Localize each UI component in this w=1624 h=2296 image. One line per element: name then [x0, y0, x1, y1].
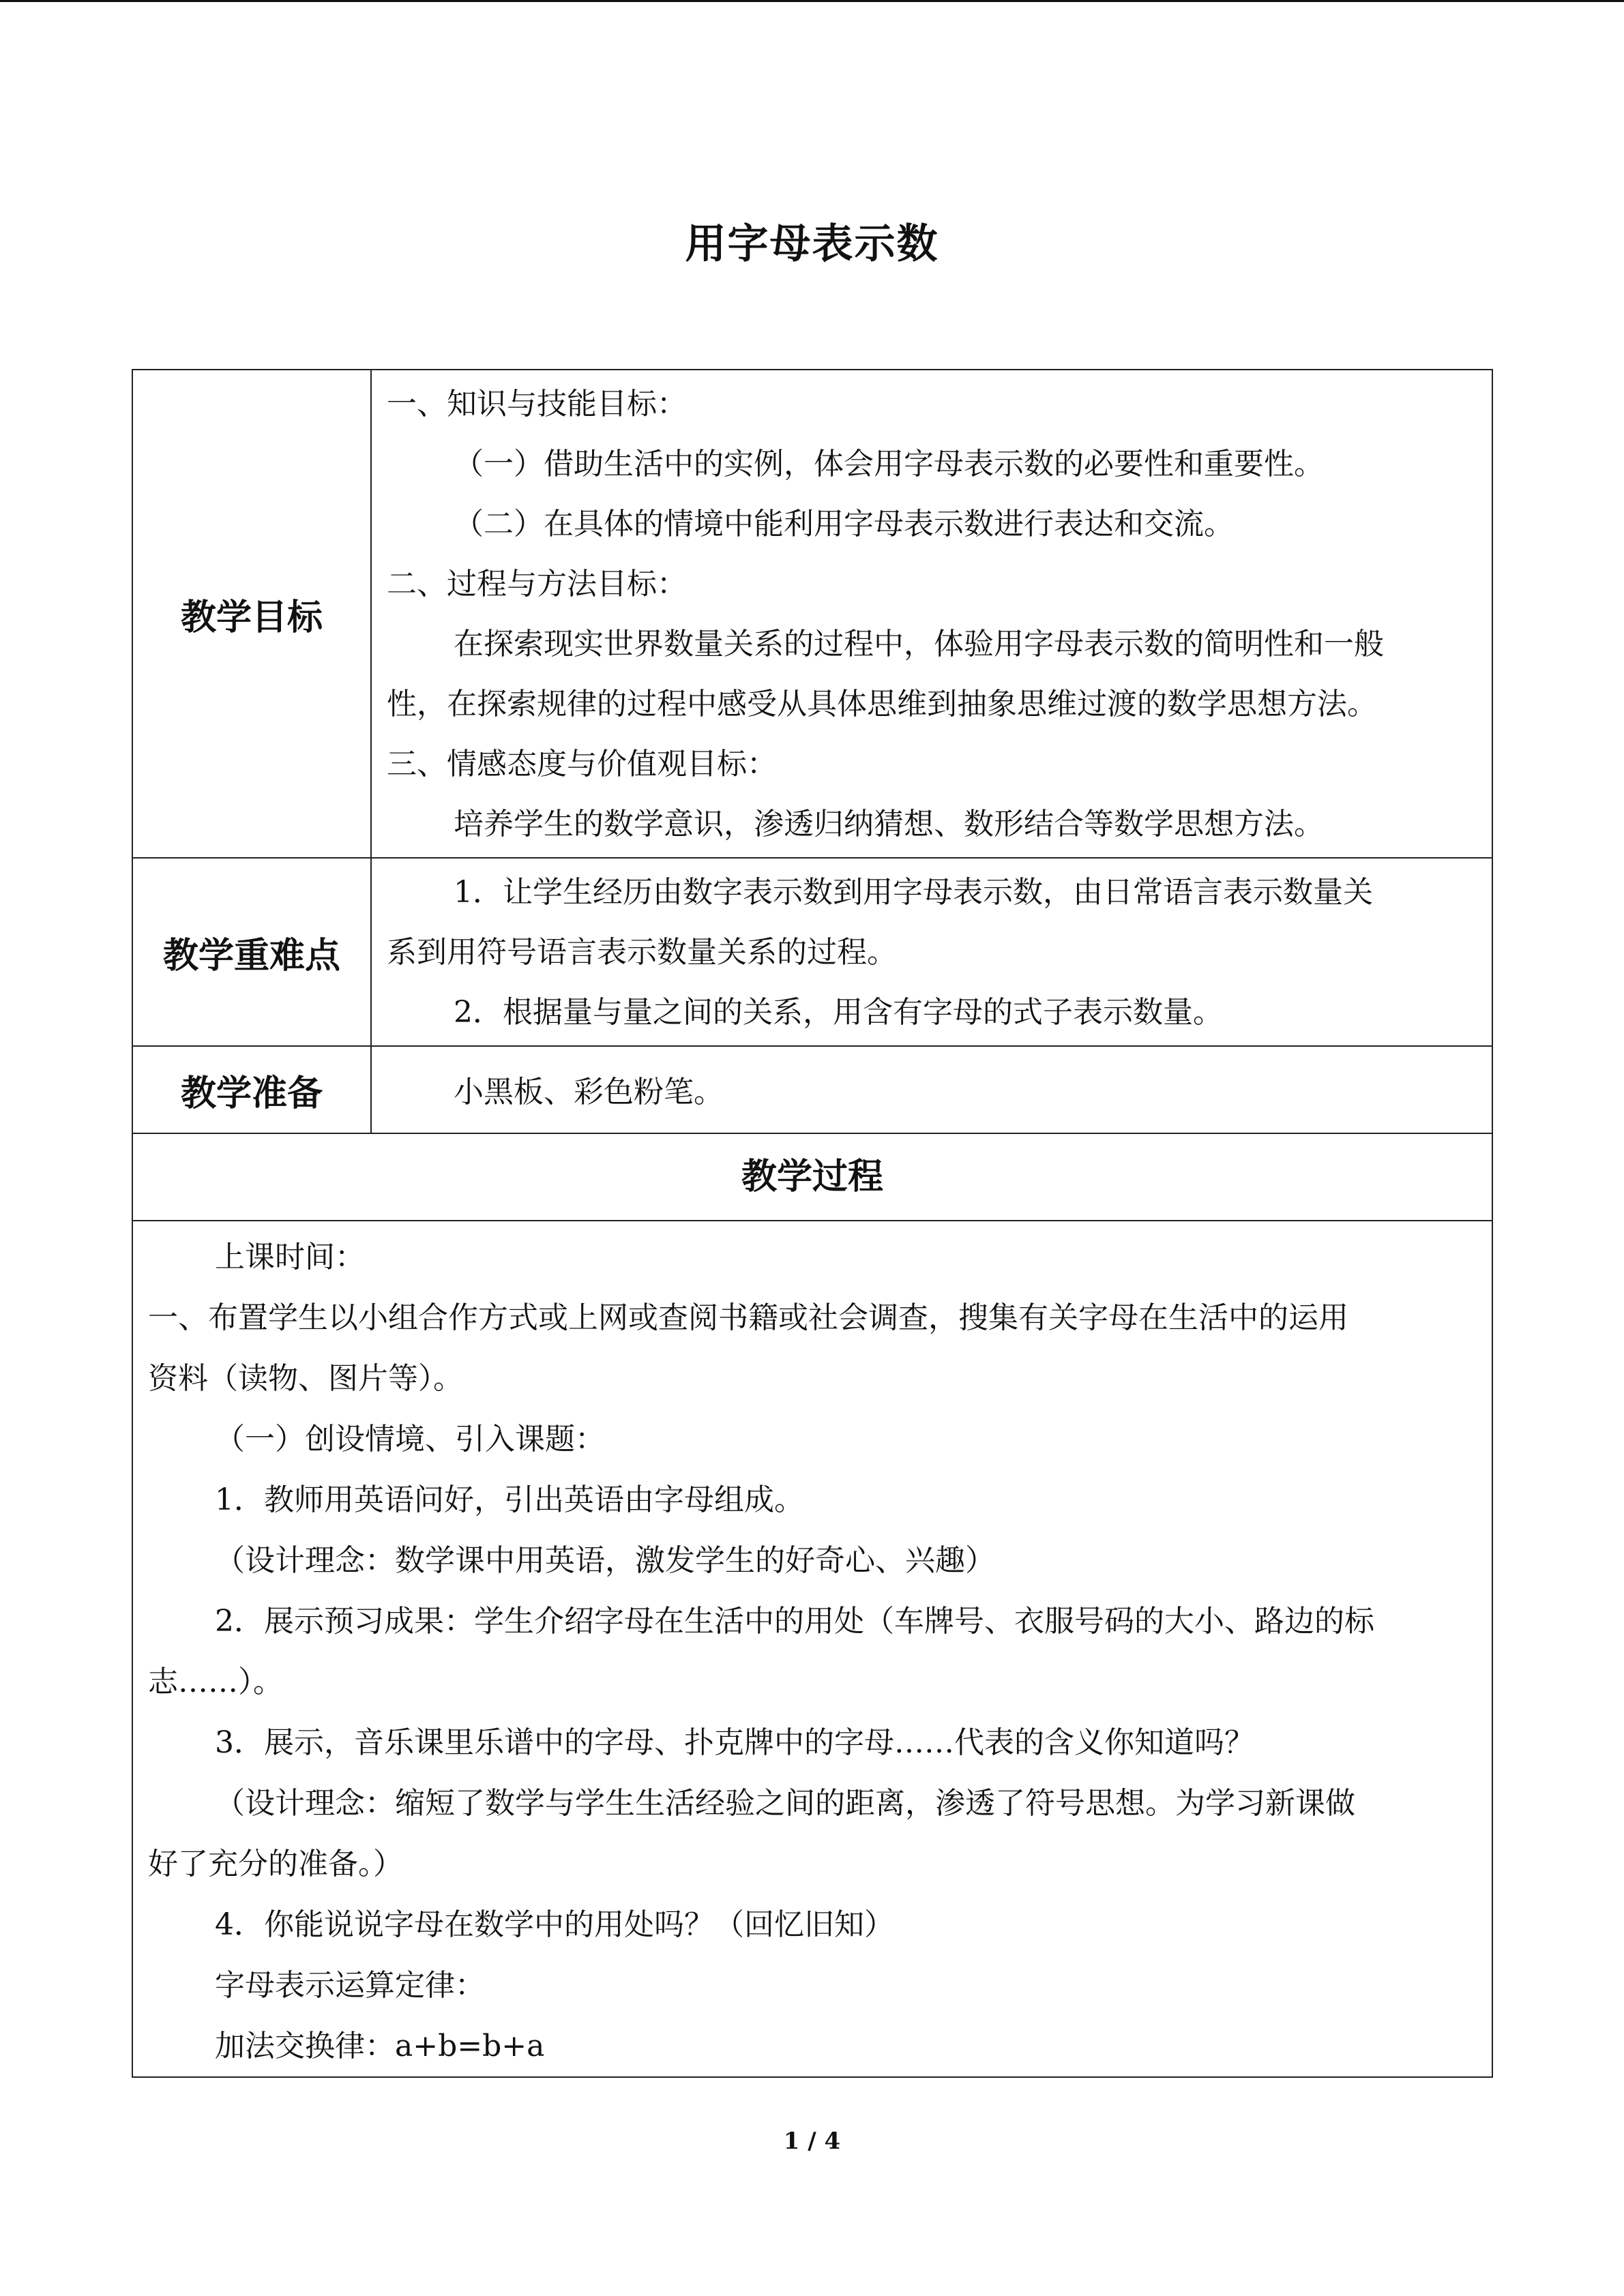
process-line: 1．教师用英语问好，引出英语由字母组成。 — [215, 1482, 804, 1517]
process-line: 3．展示，音乐课里乐谱中的字母、扑克牌中的字母……代表的含义你知道吗？ — [215, 1725, 1254, 1760]
objectives-label: 教学目标 — [132, 370, 371, 858]
process-line: 上课时间： — [215, 1240, 365, 1274]
process-line: （设计理念：数学课中用英语，激发学生的好奇心、兴趣） — [215, 1543, 995, 1578]
key-points-label: 教学重难点 — [132, 858, 371, 1046]
process-line: 资料（读物、图片等）。 — [148, 1361, 463, 1396]
key-points-cell — [371, 858, 1492, 1046]
preparation-cell — [371, 1046, 1492, 1133]
process-heading-row — [132, 1133, 1492, 1221]
page-number: 1 / 4 — [783, 2128, 841, 2155]
objective-line: 三、情感态度与价值观目标： — [387, 747, 777, 781]
process-line: 好了充分的准备。） — [148, 1847, 403, 1881]
objective-line: 性，在探索规律的过程中感受从具体思维到抽象思维过渡的数学思想方法。 — [387, 687, 1377, 721]
objective-line: （二）在具体的情境中能利用字母表示数进行表达和交流。 — [454, 507, 1234, 541]
process-line: 2．展示预习成果：学生介绍字母在生活中的用处（车牌号、衣服号码的大小、路边的标 — [215, 1604, 1374, 1639]
process-line: 志……）。 — [148, 1665, 283, 1699]
objective-line: （一）借助生活中的实例，体会用字母表示数的必要性和重要性。 — [454, 447, 1324, 481]
process-line: （一）创设情境、引入课题： — [215, 1422, 605, 1457]
objective-line: 培养学生的数学意识，渗透归纳猜想、数形结合等数学思想方法。 — [454, 807, 1324, 841]
process-line: 一、布置学生以小组合作方式或上网或查阅书籍或社会调查，搜集有关字母在生活中的运用 — [148, 1300, 1348, 1335]
key-point-line: 系到用符号语言表示数量关系的过程。 — [387, 935, 897, 970]
objectives-row — [132, 370, 1492, 858]
objectives-cell — [371, 370, 1492, 858]
preparation-row — [132, 1046, 1492, 1133]
process-line: 加法交换律：a+b=b+a — [215, 2029, 545, 2063]
key-point-line: 2．根据量与量之间的关系，用含有字母的式子表示数量。 — [454, 995, 1223, 1030]
lesson-plan-table — [132, 369, 1493, 2078]
preparation-text: 小黑板、彩色粉笔。 — [454, 1075, 724, 1109]
key-points-row — [132, 858, 1492, 1046]
preparation-label: 教学准备 — [132, 1046, 371, 1133]
key-point-line: 1．让学生经历由数字表示数到用字母表示数，由日常语言表示数量关 — [454, 875, 1373, 910]
process-heading: 教学过程 — [132, 1133, 1492, 1221]
process-row — [132, 1221, 1492, 2077]
objective-line: 二、过程与方法目标： — [387, 567, 687, 601]
top-border-line — [0, 0, 1624, 2]
process-line: 字母表示运算定律： — [215, 1968, 485, 2003]
process-line: （设计理念：缩短了数学与学生生活经验之间的距离，渗透了符号思想。为学习新课做 — [215, 1786, 1355, 1821]
objective-line: 在探索现实世界数量关系的过程中，体验用字母表示数的简明性和一般 — [454, 627, 1384, 661]
document-title: 用字母表示数 — [685, 220, 939, 268]
process-cell — [132, 1221, 1492, 2077]
objective-line: 一、知识与技能目标： — [387, 387, 687, 421]
process-line: 4．你能说说字母在数学中的用处吗？（回忆旧知） — [215, 1907, 894, 1942]
